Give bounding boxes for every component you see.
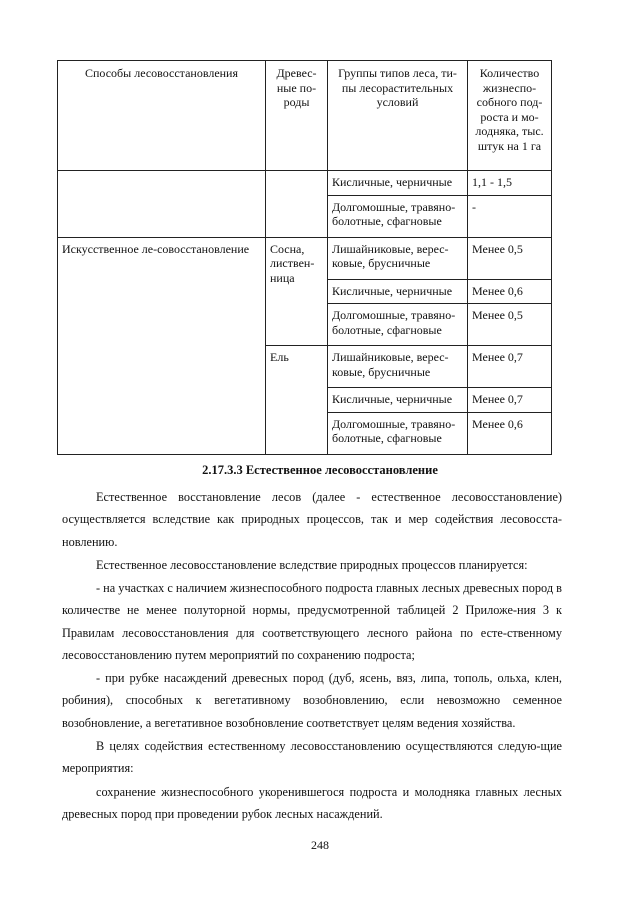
table-cell-type: Кисличные, черничные [328, 171, 468, 196]
header-species: Древес-ные по-роды [266, 61, 328, 171]
table-row [58, 171, 552, 196]
paragraph: - при рубке насаждений древесных пород (дуб, ясень, вяз, липа, тополь, ольха, клен, робиния), способных к вегетативному возобновлению, если невозможно семенное возобновление, а вегетативное возобновление соответствует целям ведения хозяйства. [62, 671, 562, 730]
table-cell-qty: Менее 0,6 [468, 279, 552, 304]
table-cell-type: Долгомошные, травяно-болотные, сфагновые [328, 195, 468, 237]
table-cell-species [266, 171, 328, 238]
paragraph: - на участках с наличием жизнеспособного подроста главных лесных древесных пород в количестве не менее полуторной нормы, предусмотренной таблицей 2 Приложе-ния 3 к Правилам лесовосстановления для соответствующего лесного района по есте-ственному лесовосстановлению путем мероприятий по сохранению подроста; [62, 581, 562, 662]
header-method: Способы лесовосстановления [58, 61, 266, 171]
paragraph: Естественное восстановление лесов (далее - естественное лесовосстановление) осуществляется вследствие как природных процессов, так и мер содействия лесовосста-новлению. [62, 490, 562, 549]
header-forest-type: Группы типов леса, ти-пы лесорастительных условий [328, 61, 468, 171]
table-cell-type: Кисличные, черничные [328, 279, 468, 304]
table-cell-qty: Менее 0,7 [468, 388, 552, 413]
paragraph: В целях содействия естественному лесовосстановлению осуществляются следую-щие мероприятия: [62, 739, 562, 776]
table-cell-method [58, 171, 266, 238]
paragraph: сохранение жизнеспособного укоренившегося подроста и молодняка главных лесных древесных пород при проведении рубок лесных насаждений. [62, 785, 562, 822]
table-header-row [58, 61, 552, 171]
section-heading: 2.17.3.3 Естественное лесовосстановление [202, 463, 438, 477]
table-cell-type: Кисличные, черничные [328, 388, 468, 413]
table-cell-species: Сосна, листвен-ница [266, 237, 328, 346]
table-cell-qty: 1,1 - 1,5 [468, 171, 552, 196]
table-cell-type: Лишайниковые, верес-ковые, брусничные [328, 346, 468, 388]
table-cell-species: Ель [266, 346, 328, 455]
table-cell-qty: Менее 0,5 [468, 304, 552, 346]
reforestation-table [57, 60, 552, 455]
table-cell-type: Долгомошные, травяно-болотные, сфагновые [328, 412, 468, 454]
table-cell-type: Лишайниковые, верес-ковые, брусничные [328, 237, 468, 279]
table-cell-qty: - [468, 195, 552, 237]
table-cell-method: Искусственное ле-совосстановление [58, 237, 266, 454]
table-row [58, 237, 552, 279]
table-cell-qty: Менее 0,6 [468, 412, 552, 454]
page-number: 248 [311, 838, 329, 852]
table-cell-qty: Менее 0,7 [468, 346, 552, 388]
table-cell-type: Долгомошные, травяно-болотные, сфагновые [328, 304, 468, 346]
table-cell-qty: Менее 0,5 [468, 237, 552, 279]
header-quantity: Количество жизнеспо-собного под-роста и мо-лодняка, тыс. штук на 1 га [468, 61, 552, 171]
paragraph: Естественное лесовосстановление вследствие природных процессов планируется: [96, 558, 528, 572]
